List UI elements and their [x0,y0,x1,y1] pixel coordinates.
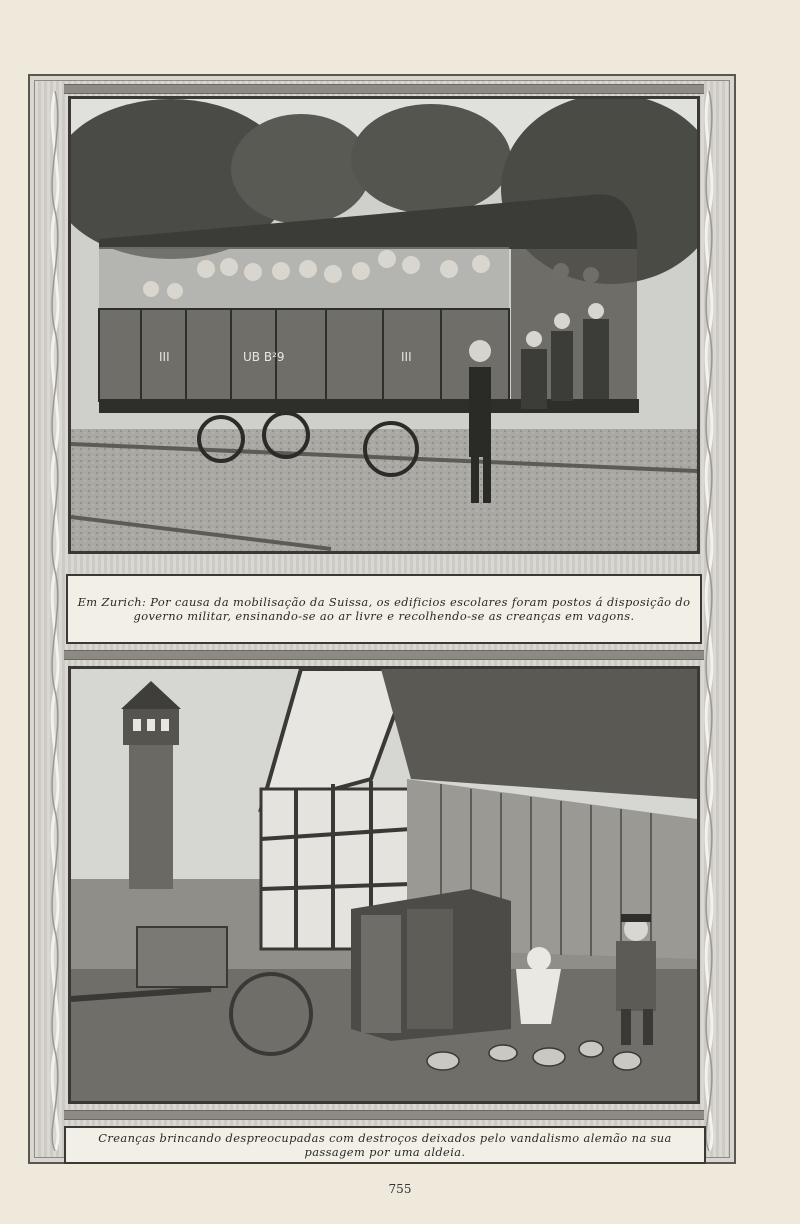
wagon-mark-center: UB B²9 [243,350,285,364]
caption-bottom-text: Creanças brincando despreocupadas com destroços deixados pelo vandalismo alemão na sua passagem por uma aldeia. [98,1131,672,1159]
wagon-mark-right: III [401,350,412,364]
caption-top-text: Em Zurich: Por causa da mobilisação da Suissa, os edificios escolares foram postos á disposição do governo militar, ensinando-se ao ar livre e recolhendo-se as creanças em vagons. [77,595,691,623]
page-number: 755 [388,1182,412,1196]
photo-school-wagon [68,96,700,554]
middle-ornament-bar [64,650,704,660]
caption-top [66,574,702,644]
wooden-cabinet-icon [351,889,511,1041]
top-ornament-bar [64,84,704,94]
left-ornament-icon [43,91,67,1151]
wagon-mark-left: III [159,350,170,364]
tower-icon [121,681,181,889]
photo-children-debris [68,666,700,1104]
lower-ornament-bar [64,1110,704,1120]
school-wagon-illustration [71,99,697,551]
caption-bottom [64,1126,706,1164]
children-debris-illustration [71,669,697,1101]
